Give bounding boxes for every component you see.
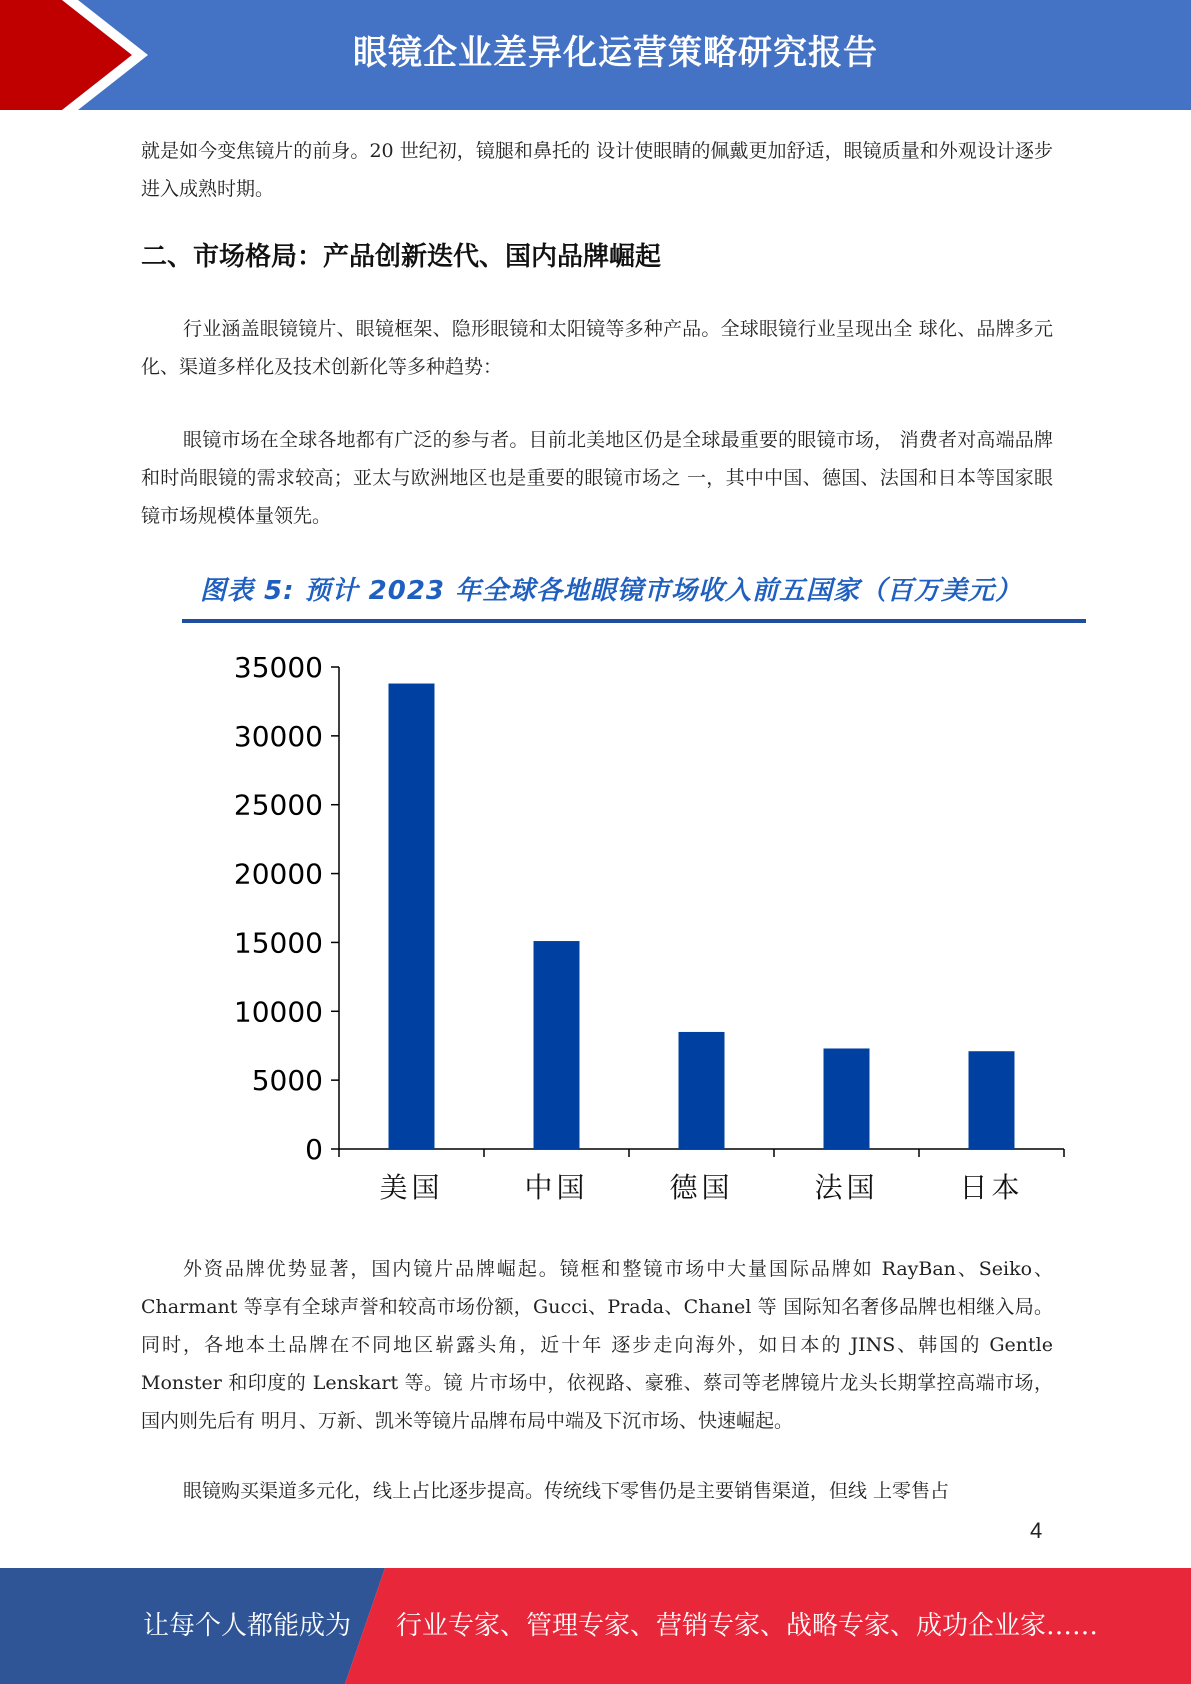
x-tick-label: 法国 [814, 1171, 879, 1204]
y-tick-label: 15000 [233, 926, 323, 960]
bar-0 [389, 684, 435, 1149]
footer-slogan-left: 让每个人都能成为 [143, 1611, 352, 1641]
x-tick-label: 德国 [669, 1171, 734, 1204]
x-tick-label: 日本 [959, 1171, 1024, 1204]
footer-banner [0, 1568, 1191, 1684]
page-number: 4 [1030, 1518, 1043, 1543]
bar-4 [969, 1051, 1015, 1149]
report-title: 眼镜企业差异化运营策略研究报告 [353, 33, 878, 73]
x-tick-label: 美国 [379, 1171, 444, 1204]
y-tick-label: 5000 [251, 1064, 323, 1098]
header-chevron-decoration [0, 0, 160, 110]
bar-chart [182, 640, 1086, 1220]
paragraph-brands: 外资品牌优势显著，国内镜片品牌崛起。镜框和整镜市场中大量国际品牌如 RayBan、Seiko、Charmant 等享有全球声誉和较高市场份额，Gucci、Prada、Chanel 等 国际知名奢侈品牌也相继入局。同时，各地本土品牌在不同地区崭露头角，近十年 逐步走向海外，如日本的 JINS、韩国的 Gentle Monster 和印度的 Lenskart 等。镜 片市场中，依视路、豪雅、蔡司等老牌镜片龙头长期掌控高端市场，国内则先后有 明月、万新、凯米等镜片品牌布局中端及下沉市场、快速崛起。 [141, 1258, 1053, 1432]
paragraph-industry: 行业涵盖眼镜镜片、眼镜框架、隐形眼镜和太阳镜等多种产品。全球眼镜行业呈现出全 球化、品牌多元化、渠道多样化及技术创新化等多种趋势： [141, 318, 1053, 378]
intro-paragraph: 就是如今变焦镜片的前身。20 世纪初，镜腿和鼻托的 设计使眼睛的佩戴更加舒适，眼镜质量和外观设计逐步进入成熟时期。 [141, 140, 1053, 200]
bar-2 [679, 1032, 725, 1149]
y-tick-label: 20000 [233, 857, 323, 891]
y-tick-label: 0 [305, 1133, 323, 1166]
section-heading: 二、市场格局：产品创新迭代、国内品牌崛起 [141, 242, 662, 272]
chart-title-rule [182, 619, 1086, 623]
paragraph-market: 眼镜市场在全球各地都有广泛的参与者。目前北美地区仍是全球最重要的眼镜市场， 消费者对高端品牌和时尚眼镜的需求较高；亚太与欧洲地区也是重要的眼镜市场之 一，其中中国、德国、法国和日本等国家眼镜市场规模体量领先。 [141, 429, 1053, 527]
y-tick-label: 25000 [233, 788, 323, 822]
bar-1 [534, 941, 580, 1149]
footer-slogan-right: 行业专家、管理专家、营销专家、战略专家、成功企业家…… [396, 1611, 1099, 1641]
x-tick-label: 中国 [524, 1171, 589, 1204]
y-tick-label: 35000 [233, 651, 323, 684]
paragraph-channels: 眼镜购买渠道多元化，线上占比逐步提高。传统线下零售仍是主要销售渠道，但线 上零售占 [183, 1480, 950, 1502]
header-banner [0, 0, 1191, 110]
y-tick-label: 10000 [233, 995, 323, 1029]
bar-3 [824, 1048, 870, 1149]
chart-title: 图表 5: 预计 2023 年全球各地眼镜市场收入前五国家（百万美元） [200, 576, 1023, 606]
y-tick-label: 30000 [233, 719, 323, 753]
